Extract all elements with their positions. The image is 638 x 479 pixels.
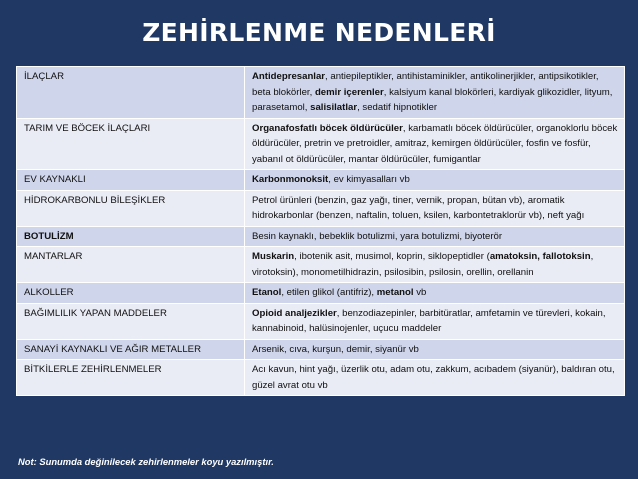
causes-table xyxy=(16,66,625,396)
row-description xyxy=(245,226,625,247)
table-row xyxy=(17,303,625,339)
description-text: , etilen glikol (antifriz), xyxy=(281,287,377,298)
row-description xyxy=(245,118,625,170)
row-category: SANAYİ KAYNAKLI VE AĞIR METALLER xyxy=(17,339,245,360)
highlighted-term: Muskarin xyxy=(252,251,295,262)
row-category: İLAÇLAR xyxy=(17,67,245,119)
footnote: Not: Sunumda değinilecek zehirlenmeler koyu yazılmıştır. xyxy=(18,456,274,467)
highlighted-term: Karbonmonoksit xyxy=(252,174,329,185)
table-row xyxy=(17,247,625,283)
description-text: , karbamatlı böcek öldürücüler, organoklorlu böcek öldürücüler, pretrin ve pretroidler, amitraz, kemirgen öldürücüler, fosfin ve fosfür, yabanıl ot öldürücüler, mantar öldürücüler, fumigantlar xyxy=(252,122,618,165)
description-text: , ibotenik asit, musimol, koprin, siklopeptidler ( xyxy=(294,251,490,262)
description-text: , virotoksin), monometilhidrazin, psilosibin, psilosin, orellin, orellanin xyxy=(252,251,594,278)
description-text: , ev kimyasalları vb xyxy=(328,174,410,185)
row-description xyxy=(245,283,625,304)
row-category: MANTARLAR xyxy=(17,247,245,283)
description-text: , kalsiyum kanal blokörleri, kardiyak glikozidler, lityum, parasetamol, xyxy=(252,86,613,113)
highlighted-term: Organafosfatlı böcek öldürücüler xyxy=(252,122,403,134)
description-text: Acı kavun, hint yağı, üzerlik otu, adam otu, zakkum, acıbadem (siyanür), baldıran otu, güzel avrat otu vb xyxy=(252,364,615,391)
table-row xyxy=(17,170,625,191)
table-row xyxy=(17,67,625,119)
row-category: TARIM VE BÖCEK İLAÇLARI xyxy=(17,118,245,170)
row-category: BAĞIMLILIK YAPAN MADDELER xyxy=(17,303,245,339)
description-text: , benzodiazepinler, barbitüratlar, amfetamin ve türevleri, kokain, kannabinoid, halüsinojenler, uçucu maddeler xyxy=(252,307,606,334)
row-description xyxy=(245,67,625,119)
row-category: BOTULİZM xyxy=(17,226,245,247)
description-text: Petrol ürünleri (benzin, gaz yağı, tiner, vernik, propan, bütan vb), aromatik hidrokarbonlar (benzen, naftalin, toluen, ksilen, karbontetraklorür vb), neft yağı xyxy=(252,194,585,221)
description-text: vb xyxy=(413,287,427,298)
row-category: ALKOLLER xyxy=(17,283,245,304)
highlighted-term: amatoksin, fallotoksin xyxy=(489,251,591,262)
row-category: HİDROKARBONLU BİLEŞİKLER xyxy=(17,190,245,226)
table-row xyxy=(17,190,625,226)
row-description xyxy=(245,170,625,191)
table-row xyxy=(17,360,625,396)
description-text: , antiepileptikler, antihistaminikler, antikolinerjikler, antipsikotikler, beta blokörler, xyxy=(252,71,599,98)
row-description xyxy=(245,190,625,226)
highlighted-term: salisilatlar xyxy=(310,102,358,113)
row-description xyxy=(245,247,625,283)
row-description xyxy=(245,339,625,360)
highlighted-term: Opioid analjezikler xyxy=(252,307,337,319)
page-title: ZEHİRLENME NEDENLERİ xyxy=(142,18,496,47)
highlighted-term: metanol xyxy=(376,287,414,298)
description-text: Besin kaynaklı, bebeklik botulizmi, yara botulizmi, biyoterör xyxy=(252,230,503,242)
row-description xyxy=(245,360,625,396)
row-description xyxy=(245,303,625,339)
highlighted-term: Antidepresanlar xyxy=(252,71,326,82)
highlighted-term: Etanol xyxy=(252,287,282,298)
table-row xyxy=(17,339,625,360)
description-text: Arsenik, cıva, kurşun, demir, siyanür vb xyxy=(252,343,419,355)
highlighted-term: demir içerenler xyxy=(314,86,384,98)
description-text: , sedatif hipnotikler xyxy=(357,102,438,113)
table-row xyxy=(17,118,625,170)
table-row xyxy=(17,283,625,304)
table-row xyxy=(17,226,625,247)
row-category: EV KAYNAKLI xyxy=(17,170,245,191)
row-category: BİTKİLERLE ZEHİRLENMELER xyxy=(17,360,245,396)
